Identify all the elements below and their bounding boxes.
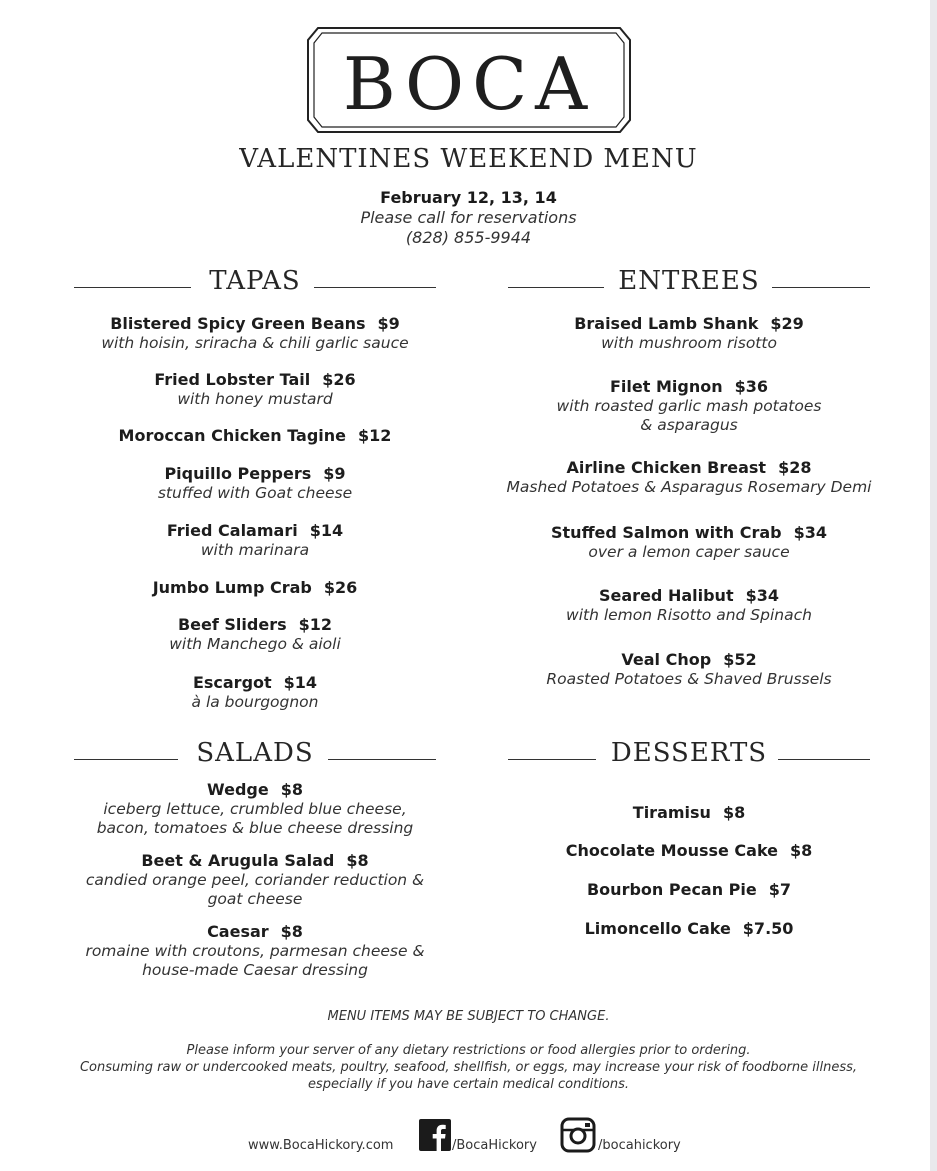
item-description-line2: bacon, tomatoes & blue cheese dressing: [96, 819, 414, 837]
menu-item: [54, 922, 456, 980]
item-description: with hoisin, sriracha & chili garlic sauce: [101, 334, 409, 352]
consumption-warning: Consuming raw or undercooked meats, poultry, seafood, shellfish, or eggs, may increase your risk of foodborne illness,: [79, 1060, 858, 1075]
menu-item: [54, 780, 456, 838]
item-price: $12: [358, 426, 392, 445]
menu-item: [488, 458, 890, 497]
item-name: Beef Sliders: [177, 615, 287, 634]
reservations-note: Please call for reservations: [360, 208, 577, 227]
website-link[interactable]: www.BocaHickory.com: [248, 1138, 394, 1153]
entrees-title: ENTREES: [618, 266, 760, 296]
menu-item: [54, 521, 456, 560]
item-name: Beet & Arugula Salad: [141, 851, 335, 870]
item-name: Tiramisu: [632, 803, 711, 822]
item-price: $28: [778, 458, 812, 477]
item-name: Stuffed Salmon with Crab: [551, 523, 782, 542]
item-name: Fried Lobster Tail: [154, 370, 311, 389]
item-description: à la bourgognon: [191, 693, 319, 711]
instagram-icon[interactable]: [560, 1117, 596, 1153]
tapas-title: TAPAS: [209, 266, 301, 296]
item-description: stuffed with Goat cheese: [157, 484, 353, 502]
entrees-header: [508, 266, 870, 300]
item-name: Blistered Spicy Green Beans: [110, 314, 366, 333]
menu-item: [488, 314, 890, 353]
boca-logo: [306, 26, 632, 134]
change-notice: MENU ITEMS MAY BE SUBJECT TO CHANGE.: [327, 1009, 610, 1024]
tapas-header: [74, 266, 436, 300]
desserts-header: [508, 738, 870, 772]
menu-item: [488, 841, 890, 861]
allergy-notice: Please inform your server of any dietary restrictions or food allergies prior to ordering.: [186, 1043, 751, 1058]
menu-item: [488, 880, 890, 900]
item-description-line2: & asparagus: [640, 416, 738, 434]
item-description: with Manchego & aioli: [169, 635, 341, 653]
item-price: $26: [322, 370, 356, 389]
menu-item: [54, 615, 456, 654]
desserts-title: DESSERTS: [610, 738, 768, 768]
item-name: Jumbo Lump Crab: [152, 578, 312, 597]
menu-item: [54, 673, 456, 712]
logo-text: BOCA: [342, 42, 596, 126]
phone-number: (828) 855-9944: [405, 228, 532, 247]
item-name: Limoncello Cake: [584, 919, 731, 938]
item-description: with roasted garlic mash potatoes: [556, 397, 822, 415]
consumption-warning-line2: especially if you have certain medical conditions.: [307, 1077, 630, 1092]
item-name: Chocolate Mousse Cake: [565, 841, 779, 860]
item-description: iceberg lettuce, crumbled blue cheese,: [103, 800, 407, 818]
salads-header: [74, 738, 436, 772]
menu-item: [54, 314, 456, 353]
menu-item: [488, 377, 890, 435]
menu-item: [54, 464, 456, 503]
item-price: $9: [377, 314, 400, 333]
salads-title: SALADS: [196, 738, 314, 768]
item-price: $29: [770, 314, 804, 333]
item-name: Airline Chicken Breast: [566, 458, 767, 477]
item-price: $7.50: [742, 919, 794, 938]
item-description: with honey mustard: [177, 390, 333, 408]
menu-item: [488, 586, 890, 625]
item-description: with mushroom risotto: [601, 334, 777, 352]
item-price: $26: [323, 578, 358, 597]
menu-item: [488, 650, 890, 689]
facebook-handle[interactable]: /BocaHickory: [452, 1138, 537, 1153]
menu-item: [54, 370, 456, 409]
item-price: $52: [723, 650, 757, 669]
item-price: $7: [768, 880, 792, 899]
item-description: over a lemon caper sauce: [588, 543, 790, 561]
item-name: Moroccan Chicken Tagine: [118, 426, 347, 445]
facebook-icon[interactable]: [419, 1119, 451, 1151]
item-price: $34: [745, 586, 779, 605]
item-description: with marinara: [200, 541, 310, 559]
item-price: $8: [722, 803, 746, 822]
item-description: romaine with croutons, parmesan cheese &: [85, 942, 425, 960]
item-price: $14: [283, 673, 318, 692]
item-name: Braised Lamb Shank: [574, 314, 759, 333]
item-name: Piquillo Peppers: [164, 464, 312, 483]
item-price: $8: [790, 841, 813, 860]
item-description-line2: goat cheese: [207, 890, 303, 908]
menu-item: [488, 919, 890, 939]
social-links: [0, 1117, 937, 1157]
item-price: $14: [309, 521, 344, 540]
item-name: Filet Mignon: [609, 377, 723, 396]
menu-dates: February 12, 13, 14: [380, 188, 557, 207]
item-price: $12: [298, 615, 333, 634]
menu-item: [54, 578, 456, 598]
item-description: Roasted Potatoes & Shaved Brussels: [546, 670, 832, 688]
menu-item: [54, 426, 456, 446]
item-price: $8: [280, 780, 303, 799]
item-name: Seared Halibut: [599, 586, 734, 605]
item-name: Bourbon Pecan Pie: [586, 880, 757, 899]
item-name: Veal Chop: [621, 650, 712, 669]
menu-item: [488, 803, 890, 823]
menu-item: [488, 523, 890, 562]
item-price: $34: [793, 523, 827, 542]
item-name: Escargot: [192, 673, 272, 692]
menu-title: VALENTINES WEEKEND MENU: [239, 144, 698, 174]
item-description: Mashed Potatoes & Asparagus Rosemary Demi: [506, 478, 872, 496]
menu-item: [54, 851, 456, 909]
item-description: with lemon Risotto and Spinach: [566, 606, 812, 624]
item-description: candied orange peel, coriander reduction &: [85, 871, 425, 889]
item-price: $36: [734, 377, 768, 396]
item-price: $9: [323, 464, 346, 483]
item-name: Caesar: [207, 922, 269, 941]
item-price: $8: [280, 922, 303, 941]
item-description-line2: house-made Caesar dressing: [142, 961, 368, 979]
item-name: Fried Calamari: [166, 521, 298, 540]
item-name: Wedge: [207, 780, 269, 799]
item-price: $8: [346, 851, 369, 870]
instagram-handle[interactable]: /bocahickory: [598, 1138, 681, 1153]
